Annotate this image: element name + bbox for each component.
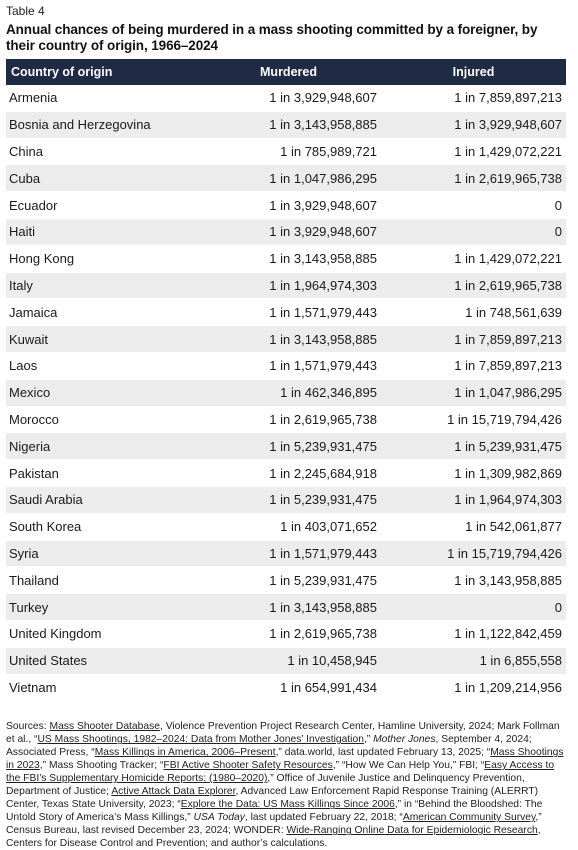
table-row — [6, 486, 566, 513]
sources-text: , last updated February 22, 2018; “ — [244, 812, 403, 824]
table-row — [6, 299, 566, 326]
cell-country: Pakistan — [6, 460, 196, 487]
cell-injured: 1 in 5,239,931,475 — [381, 433, 566, 460]
source-link-mass-shootings-2023[interactable]: Mass Shootings in 2023 — [6, 747, 564, 772]
cell-murdered: 1 in 10,458,945 — [196, 647, 381, 674]
cell-injured: 1 in 3,929,948,607 — [381, 111, 566, 138]
cell-murdered: 1 in 2,619,965,738 — [196, 620, 381, 647]
cell-injured: 1 in 3,143,958,885 — [381, 567, 566, 594]
table-row — [6, 192, 566, 219]
source-link-mother-jones[interactable]: US Mass Shootings, 1982–2024: Data from Mother Jones’ Investigation — [37, 734, 364, 746]
cell-country: China — [6, 138, 196, 165]
table-row — [6, 620, 566, 647]
table-row — [6, 379, 566, 406]
cell-country: Nigeria — [6, 433, 196, 460]
cell-murdered: 1 in 1,571,979,443 — [196, 540, 381, 567]
cell-country: Italy — [6, 272, 196, 299]
cell-country: Thailand — [6, 567, 196, 594]
cell-murdered: 1 in 2,619,965,738 — [196, 406, 381, 433]
cell-murdered: 1 in 462,346,895 — [196, 379, 381, 406]
cell-injured: 1 in 15,719,794,426 — [381, 540, 566, 567]
table-row — [6, 540, 566, 567]
sources-text: , Centers for Disease Control and Prevention; and author’s calculations. — [6, 825, 541, 850]
cell-murdered: 1 in 1,571,979,443 — [196, 299, 381, 326]
sources-text: , Advanced Law Enforcement Rapid Response Training (ALERRT) Center, Texas State University, 2023; “ — [6, 786, 539, 811]
cell-injured: 1 in 7,859,897,213 — [381, 326, 566, 353]
cell-country: Vietnam — [6, 674, 196, 701]
source-link-mass-killings[interactable]: Mass Killings in America, 2006–Present — [94, 747, 276, 759]
table-row — [6, 433, 566, 460]
cell-country: Armenia — [6, 85, 196, 111]
table-header-row — [6, 59, 566, 85]
table-row — [6, 85, 566, 111]
cell-injured: 1 in 748,561,639 — [381, 299, 566, 326]
sources-text: ,” Mass Shooting Tracker; “ — [39, 760, 164, 772]
source-link-fbi-shr[interactable]: Easy Access to the FBI’s Supplementary Homicide Reports: (1980–2020) — [6, 760, 555, 785]
table-row — [6, 513, 566, 540]
table-row — [6, 594, 566, 621]
cell-injured: 1 in 1,209,214,956 — [381, 674, 566, 701]
table-row — [6, 218, 566, 245]
sources-text: , September 4, 2024; Associated Press, “ — [6, 734, 532, 759]
cell-country: Ecuador — [6, 192, 196, 219]
sources-text: ,” “How We Can Help You,” FBI; “ — [332, 760, 485, 772]
sources-text: ,” — [363, 734, 374, 746]
table-number: Table 4 — [6, 4, 45, 18]
cell-injured: 1 in 1,122,842,459 — [381, 620, 566, 647]
cell-country: Hong Kong — [6, 245, 196, 272]
table-row — [6, 111, 566, 138]
cell-injured: 1 in 7,859,897,213 — [381, 352, 566, 379]
data-table — [6, 59, 566, 701]
publication-name: Mother Jones — [373, 734, 436, 746]
table-row — [6, 165, 566, 192]
cell-injured: 1 in 1,429,072,221 — [381, 245, 566, 272]
cell-injured: 1 in 1,429,072,221 — [381, 138, 566, 165]
table-row — [6, 460, 566, 487]
cell-murdered: 1 in 2,245,684,918 — [196, 460, 381, 487]
sources-text: , Violence Prevention Project Research Center, Hamline University, 2024; Mark Follman et al., “ — [6, 721, 560, 746]
table-row — [6, 406, 566, 433]
cell-murdered: 1 in 3,143,958,885 — [196, 111, 381, 138]
cell-injured: 1 in 2,619,965,738 — [381, 165, 566, 192]
cell-injured: 0 — [381, 192, 566, 219]
sources-text: ,” Census Bureau, last revised December 23, 2024; WONDER: — [6, 812, 542, 837]
cell-injured: 1 in 1,964,974,303 — [381, 486, 566, 513]
cell-country: Syria — [6, 540, 196, 567]
sources-note — [6, 720, 568, 850]
table-row — [6, 245, 566, 272]
column-header-injured: Injured — [381, 59, 566, 85]
cell-country: Mexico — [6, 379, 196, 406]
cell-murdered: 1 in 654,991,434 — [196, 674, 381, 701]
source-link-fbi-active-shooter[interactable]: FBI Active Shooter Safety Resources — [163, 760, 333, 772]
sources-text: ,” Office of Juvenile Justice and Delinquency Prevention, Department of Justice; — [6, 773, 525, 798]
column-header-country: Country of origin — [6, 59, 196, 85]
cell-country: Saudi Arabia — [6, 486, 196, 513]
source-link-explore-data[interactable]: Explore the Data: US Mass Killings Since 2006 — [180, 799, 395, 811]
cell-country: South Korea — [6, 513, 196, 540]
cell-injured: 1 in 542,061,877 — [381, 513, 566, 540]
cell-murdered: 1 in 3,929,948,607 — [196, 218, 381, 245]
sources-text: ,” data.world, last updated February 13, 2025; “ — [275, 747, 491, 759]
cell-murdered: 1 in 403,071,652 — [196, 513, 381, 540]
cell-country: Morocco — [6, 406, 196, 433]
table-row — [6, 674, 566, 701]
document-page — [6, 4, 566, 850]
table-row — [6, 272, 566, 299]
table-row — [6, 138, 566, 165]
table-row — [6, 352, 566, 379]
cell-country: United States — [6, 647, 196, 674]
cell-country: Turkey — [6, 594, 196, 621]
cell-murdered: 1 in 3,929,948,607 — [196, 85, 381, 111]
cell-murdered: 1 in 5,239,931,475 — [196, 567, 381, 594]
table-row — [6, 326, 566, 353]
cell-murdered: 1 in 785,989,721 — [196, 138, 381, 165]
cell-injured: 1 in 7,859,897,213 — [381, 85, 566, 111]
cell-injured: 0 — [381, 218, 566, 245]
cell-murdered: 1 in 5,239,931,475 — [196, 433, 381, 460]
table-row — [6, 567, 566, 594]
cell-country: Bosnia and Herzegovina — [6, 111, 196, 138]
cell-country: Laos — [6, 352, 196, 379]
cell-injured: 1 in 6,855,558 — [381, 647, 566, 674]
cell-country: United Kingdom — [6, 620, 196, 647]
cell-murdered: 1 in 5,239,931,475 — [196, 486, 381, 513]
source-link-active-attack[interactable]: Active Attack Data Explorer — [111, 786, 236, 798]
cell-injured: 1 in 1,047,986,295 — [381, 379, 566, 406]
publication-name: USA Today — [193, 812, 245, 824]
source-link-wonder[interactable]: Wide-Ranging Online Data for Epidemiologic Research — [286, 825, 538, 837]
cell-injured: 1 in 1,309,982,869 — [381, 460, 566, 487]
source-link-mass-shooter-database[interactable]: Mass Shooter Database — [49, 721, 160, 733]
table-title: Annual chances of being murdered in a mass shooting committed by a foreigner, by their country of origin, 1966–2024 — [6, 22, 538, 53]
cell-murdered: 1 in 3,143,958,885 — [196, 594, 381, 621]
column-header-murdered: Murdered — [196, 59, 381, 85]
cell-murdered: 1 in 1,964,974,303 — [196, 272, 381, 299]
source-link-acs[interactable]: American Community Survey — [402, 812, 536, 824]
sources-text: ,” in “Behind the Bloodshed: The Untold Story of America’s Mass Killings,” — [6, 799, 543, 824]
table-row — [6, 647, 566, 674]
sources-text: Sources: — [6, 721, 50, 733]
cell-murdered: 1 in 3,929,948,607 — [196, 192, 381, 219]
cell-injured: 1 in 15,719,794,426 — [381, 406, 566, 433]
cell-country: Cuba — [6, 165, 196, 192]
table-body — [6, 85, 566, 701]
cell-injured: 1 in 2,619,965,738 — [381, 272, 566, 299]
cell-country: Haiti — [6, 218, 196, 245]
cell-country: Jamaica — [6, 299, 196, 326]
cell-murdered: 1 in 1,047,986,295 — [196, 165, 381, 192]
cell-murdered: 1 in 3,143,958,885 — [196, 326, 381, 353]
cell-injured: 0 — [381, 594, 566, 621]
cell-murdered: 1 in 1,571,979,443 — [196, 352, 381, 379]
cell-country: Kuwait — [6, 326, 196, 353]
cell-murdered: 1 in 3,143,958,885 — [196, 245, 381, 272]
